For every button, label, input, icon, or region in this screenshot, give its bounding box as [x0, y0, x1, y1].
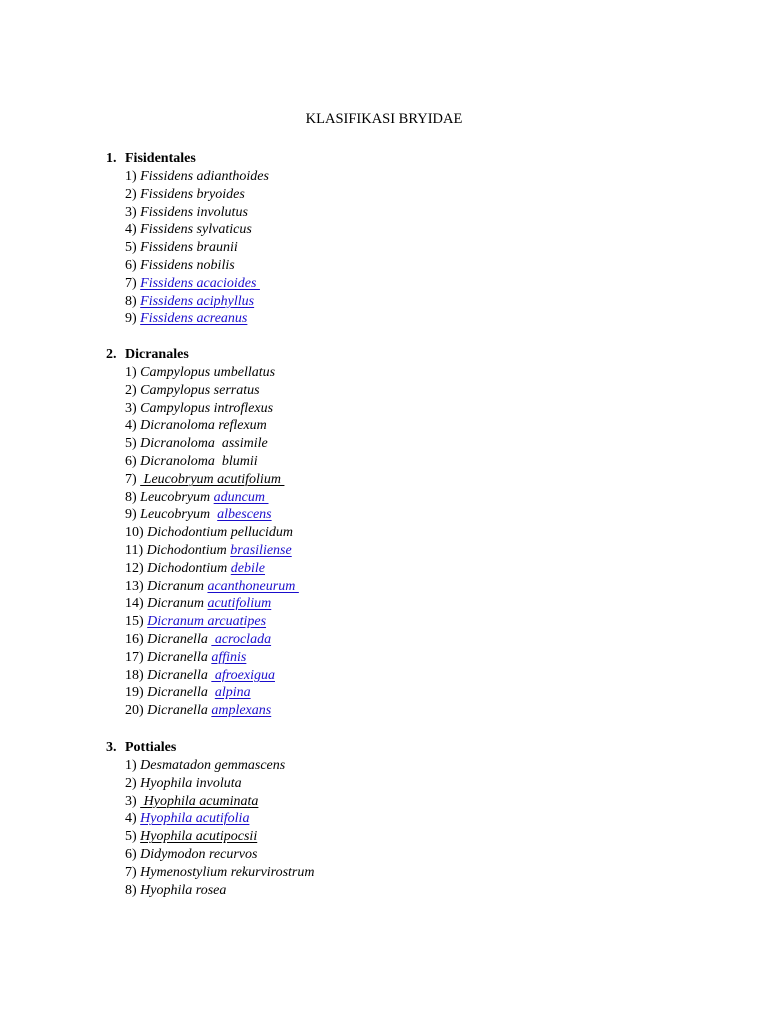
section-name: Pottiales [125, 740, 177, 755]
species-item [106, 613, 706, 631]
species-item [106, 524, 706, 542]
item-number: 5) [125, 436, 137, 452]
species-item [106, 506, 706, 524]
item-number: 6) [125, 453, 137, 469]
item-number: 3) [125, 400, 137, 416]
section-pottiales [106, 739, 706, 899]
species-link[interactable]: debile [230, 560, 265, 576]
section-number: 3. [106, 740, 117, 755]
species-name: Campylopus introflexus [140, 400, 274, 416]
section-heading [106, 346, 706, 364]
species-name: Dichodontium [146, 542, 231, 558]
item-number: 5) [125, 240, 137, 256]
species-item [106, 293, 706, 311]
item-number: 1) [125, 365, 137, 380]
species-name: Dichodontium [147, 560, 231, 576]
item-number: 13) [125, 578, 144, 594]
species-name: Fissidens involutus [140, 204, 248, 220]
section-dicranales [106, 346, 706, 720]
species-item [106, 882, 706, 900]
section-name: Dicranales [125, 347, 189, 362]
species-item [106, 684, 706, 702]
item-number: 3) [125, 204, 137, 220]
species-item [106, 702, 706, 720]
species-item [106, 204, 706, 222]
species-item [106, 400, 706, 418]
species-item [106, 310, 706, 328]
species-item [106, 810, 706, 828]
item-number: 9) [125, 507, 137, 523]
item-number: 8) [125, 489, 137, 505]
species-item [106, 471, 706, 489]
species-list [106, 757, 706, 899]
item-number: 4) [125, 418, 137, 434]
species-item [106, 757, 706, 775]
item-number: 2) [125, 382, 137, 398]
species-link[interactable]: brasiliense [230, 542, 292, 558]
item-number: 19) [125, 685, 144, 701]
species-name: Desmatadon gemmascens [140, 758, 286, 773]
item-number: 7) [125, 275, 137, 291]
item-number: 1) [125, 758, 137, 773]
section-number: 2. [106, 347, 117, 362]
species-name: Hyophila involuta [140, 775, 242, 791]
species-name: Campylopus umbellatus [140, 365, 276, 380]
species-name: Dicranella [147, 703, 212, 719]
item-number: 12) [125, 560, 144, 576]
section-fisidentales [106, 150, 706, 328]
item-number: 2) [125, 775, 137, 791]
species-name: Fissidens adianthoides [140, 169, 269, 184]
species-item [106, 435, 706, 453]
species-link[interactable]: amplexans [211, 703, 272, 719]
species-name: Leucobryum [140, 507, 218, 523]
species-item [106, 453, 706, 471]
species-item [106, 542, 706, 560]
species-name: Dicranella [147, 649, 212, 665]
species-name: Didymodon recurvos [140, 846, 258, 862]
species-name: Dichodontium pellucidum [147, 525, 293, 541]
species-name: Hyophila rosea [140, 882, 227, 898]
item-number: 6) [125, 257, 137, 273]
species-link[interactable]: afroexigua [211, 667, 275, 683]
item-number: 17) [125, 649, 144, 665]
species-link[interactable]: acroclada [211, 631, 272, 647]
item-number: 14) [125, 596, 144, 612]
species-link[interactable]: alpina [214, 685, 251, 701]
species-name: Dicranum [147, 596, 208, 612]
species-item [106, 364, 706, 382]
species-link[interactable]: affinis [211, 649, 247, 665]
species-name: Fissidens nobilis [140, 257, 235, 273]
species-name: Campylopus serratus [140, 382, 260, 398]
species-link[interactable]: acutifolium [207, 596, 272, 612]
species-item [106, 667, 706, 685]
species-item [106, 560, 706, 578]
section-heading [106, 739, 706, 757]
species-item [106, 595, 706, 613]
item-number: 10) [125, 525, 144, 541]
species-item [106, 649, 706, 667]
species-item [106, 382, 706, 400]
species-name: Dicranella [147, 685, 215, 701]
species-name-underlined: Hyophila acuminata [140, 793, 259, 809]
item-number: 7) [125, 471, 137, 487]
species-item [106, 417, 706, 435]
species-link[interactable]: Fissidens aciphyllus [140, 293, 255, 309]
species-link[interactable]: Hyophila acutifolia [140, 811, 250, 827]
item-number: 18) [125, 667, 144, 683]
species-name: Dicranoloma assimile [140, 436, 268, 452]
document-title: KLASIFIKASI BRYIDAE [305, 111, 463, 127]
item-number: 11) [125, 542, 144, 558]
species-item [106, 578, 706, 596]
item-number: 3) [125, 793, 137, 809]
species-name-underlined: Hyophila acutipocsii [140, 829, 258, 845]
item-number: 4) [125, 222, 137, 238]
species-link[interactable]: albescens [217, 507, 272, 523]
species-link[interactable]: aduncum [213, 489, 269, 505]
species-item [106, 828, 706, 846]
section-heading [106, 150, 706, 168]
species-name: Leucobryum [140, 489, 214, 505]
item-number: 9) [125, 311, 137, 327]
species-name: Fissidens sylvaticus [140, 222, 252, 238]
species-item [106, 775, 706, 793]
species-item [106, 168, 706, 186]
species-name: Fissidens braunii [140, 240, 238, 256]
item-number: 20) [125, 703, 144, 719]
species-item [106, 275, 706, 293]
item-number: 5) [125, 829, 137, 845]
item-number: 6) [125, 846, 137, 862]
species-item [106, 631, 706, 649]
species-item [106, 239, 706, 257]
species-name: Dicranella [147, 667, 212, 683]
item-number: 15) [125, 614, 144, 630]
species-item [106, 846, 706, 864]
species-item [106, 864, 706, 882]
species-name: Dicranoloma reflexum [140, 418, 267, 434]
species-item [106, 489, 706, 507]
item-number: 16) [125, 631, 144, 647]
species-link[interactable]: Fissidens acreanus [140, 311, 248, 327]
species-name: Dicranoloma blumii [140, 453, 258, 469]
item-number: 4) [125, 811, 137, 827]
item-number: 8) [125, 293, 137, 309]
species-name-underlined: Leucobryum acutifolium [140, 471, 285, 487]
section-name: Fisidentales [125, 151, 196, 166]
species-link[interactable]: acanthoneurum [207, 578, 299, 594]
species-item [106, 257, 706, 275]
item-number: 7) [125, 864, 137, 880]
species-name: Dicranella [147, 631, 212, 647]
section-number: 1. [106, 151, 117, 166]
item-number: 2) [125, 186, 137, 202]
species-name: Dicranum [147, 578, 208, 594]
species-item [106, 186, 706, 204]
species-item [106, 221, 706, 239]
species-name: Fissidens bryoides [140, 186, 245, 202]
species-list [106, 168, 706, 328]
species-item [106, 793, 706, 811]
species-link[interactable]: Dicranum arcuatipes [147, 614, 267, 630]
species-list [106, 364, 706, 720]
item-number: 1) [125, 169, 137, 184]
species-link[interactable]: Fissidens acacioides [140, 275, 260, 291]
species-name: Hymenostylium rekurvirostrum [140, 864, 315, 880]
item-number: 8) [125, 882, 137, 898]
